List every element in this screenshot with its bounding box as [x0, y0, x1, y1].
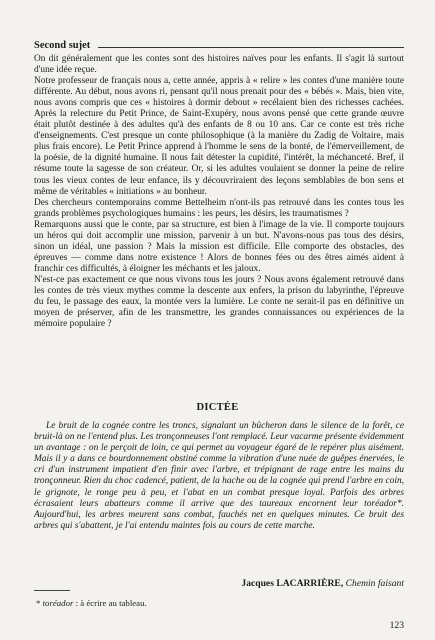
section-title: Second sujet [34, 40, 91, 51]
page-number: 123 [389, 620, 404, 631]
essay-text [34, 54, 404, 330]
header-rule [98, 47, 404, 48]
paragraph: Remarquons aussi que le conte, par sa structure, est bien à l'image de la vie. Il comporte toujours un héros qui doit accomplir une mission, parvenir à un but. N'avons-nous pas tous des désirs, sinon un idéal, une passion ? Mais la mission est difficile. Elle comporte des obstacles, des épreuves — comme dans notre existence ! Alors de bonnes fées ou des êtres aimés aident à franchir ces difficultés, à éloigner les méchants et les jaloux. [34, 219, 404, 274]
paragraph: Notre professeur de français nous a, cette année, appris à « relire » les contes d'une manière toute différente. Au début, nous avons ri, pensant qu'il nous prenait pour des « bébés ». Mais, bien vite, nous avons compris que ces « histoires à dormir debout » recélaient bien des richesses cachées. Après la relecture du Petit Prince, de Saint-Exupéry, nous avons pensé que cette grande œuvre était plutôt destinée à des adultes qu'à des enfants de 8 ou 10 ans. Car ce conte est très riche d'enseignements. C'est presque un conte philosophique (à la manière du Zadig de Voltaire, mais plus frais encore). Le Petit Prince apprend à l'homme le sens de la bonté, de l'émerveillement, de la poésie, de la dignité humaine. Il nous fait détester la cupidité, l'intérêt, la méchanceté. Bref, il résume toute la sagesse de son créateur. Or, si les adultes voulaient se donner la peine de relire tous les vieux contes de leur enfance, ils y découvriraient des leçons semblables de bon sens et même de véritables « initiations » au bonheur. [34, 76, 404, 197]
dictation-text [34, 421, 404, 532]
paragraph: Des chercheurs contemporains comme Bettelheim n'ont-ils pas retrouvé dans les contes tous les grands problèmes psychologiques humains : les peurs, les désirs, les traumatismes ? [34, 197, 404, 219]
footnote [36, 598, 147, 608]
paragraph: N'est-ce pas exactement ce que nous vivons tous les jours ? Nous avons également retrouvé dans les contes de très vieux mythes comme la descente aux enfers, la prison du labyrinthe, l'épreuve du feu, le passage des eaux, la montée vers la lumière. Le conte ne serait-il pas en définitive un moyen de préserver, afin de les transmettre, les grandes connaissances ou expériences de la mémoire populaire ? [34, 274, 404, 330]
footnote-term: toréador [42, 598, 74, 608]
footnote-definition: : à écrire au tableau. [75, 598, 147, 608]
paragraph: On dit généralement que les contes sont des histoires naïves pour les enfants. Il s'agit là surtout d'une idée reçue. [34, 54, 404, 76]
author-name: Jacques LACARRIÈRE, [241, 578, 344, 589]
section-header [34, 40, 404, 51]
dictation-title: DICTÉE [196, 402, 239, 413]
work-title: Chemin faisant [345, 578, 404, 589]
dictation-paragraph: Le bruit de la cognée contre les troncs, signalant un bûcheron dans le silence de la forêt, ce bruit-là on ne l'entend plus. Les tronçonneuses l'ont remplacé. Leur vacarme présente évidemment un avantage : on le perçoit de loin, ce qui permet au voyageur égaré de le repérer plus aisément. Mais il y a dans ce bourdonnement obstiné comme la vibration d'une nuée de guêpes énervées, le cri d'un instrument impatient d'en finir avec l'arbre, et trépignant de rage entre les mains du tronçonneur. Rien du choc cadencé, patient, de la hache ou de la cognée qui prend l'arbre en coin, le grignote, le ronge peu à peu, et l'abat en un combat presque loyal. Parfois des arbres écrasaient leurs abatteurs comme il arrive que des taureaux encornent leur toréador*. Aujourd'hui, les arbres meurent sans combat, fauchés net en quelques minutes. Ce bruit des arbres qui s'abattent, je l'ai entendu maintes fois au cours de cette marche. [34, 421, 404, 531]
dictation-attribution [241, 578, 404, 589]
footnote-rule [34, 590, 70, 591]
footnote-marker: * [36, 598, 41, 608]
